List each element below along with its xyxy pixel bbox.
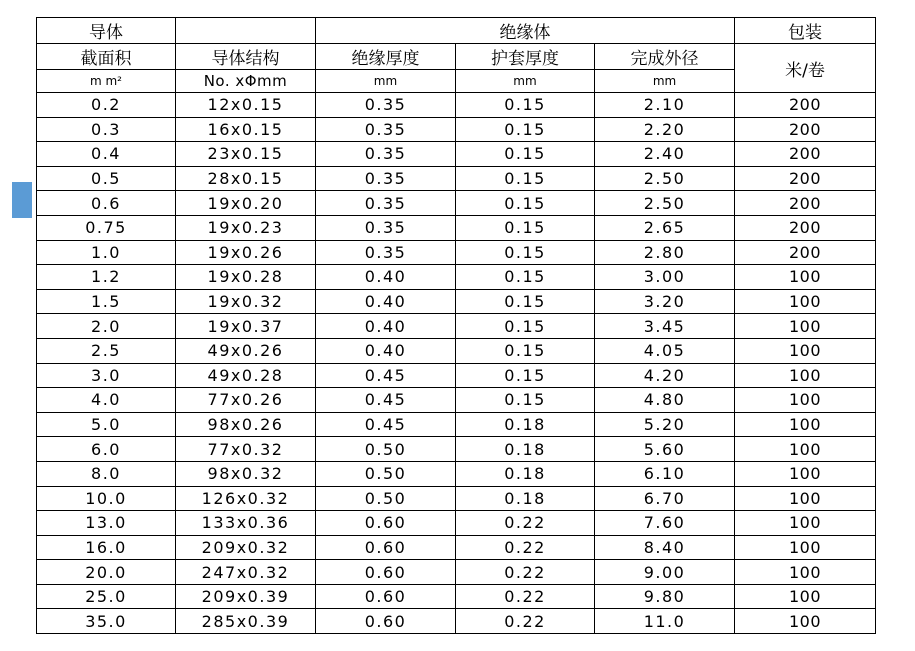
cell-insul-thickness: 0.35 [316,166,456,191]
header-empty [176,18,316,44]
cell-area: 25.0 [37,584,176,609]
header-sheath-thickness: 护套厚度 [456,44,595,70]
cell-structure: 209x0.39 [176,584,316,609]
cell-structure: 77x0.32 [176,437,316,462]
header-package: 包装 [735,18,876,44]
cell-insul-thickness: 0.45 [316,388,456,413]
cell-insul-thickness: 0.40 [316,314,456,339]
cell-area: 1.2 [37,265,176,290]
cell-sheath-thickness: 0.22 [456,560,595,585]
unit-area: m m² [37,70,176,93]
cell-sheath-thickness: 0.15 [456,142,595,167]
cell-sheath-thickness: 0.22 [456,584,595,609]
cell-structure: 133x0.36 [176,511,316,536]
cell-area: 0.75 [37,215,176,240]
header-pack-unit: 米/卷 [735,44,876,93]
cell-package: 100 [735,560,876,585]
cell-structure: 12x0.15 [176,93,316,118]
cell-area: 0.3 [37,117,176,142]
cell-area: 5.0 [37,412,176,437]
cell-package: 100 [735,609,876,634]
cell-outer-diameter: 3.45 [595,314,735,339]
cell-outer-diameter: 4.05 [595,338,735,363]
cell-outer-diameter: 8.40 [595,535,735,560]
cell-package: 100 [735,338,876,363]
cell-structure: 209x0.32 [176,535,316,560]
cell-area: 1.5 [37,289,176,314]
cell-structure: 19x0.20 [176,191,316,216]
cell-sheath-thickness: 0.15 [456,363,595,388]
table-row [37,240,876,265]
header-structure: 导体结构 [176,44,316,70]
table-row [37,93,876,118]
unit-structure: No. xΦmm [176,70,316,93]
cell-package: 200 [735,191,876,216]
cell-outer-diameter: 5.20 [595,412,735,437]
cell-outer-diameter: 6.10 [595,461,735,486]
cell-structure: 23x0.15 [176,142,316,167]
cell-outer-diameter: 7.60 [595,511,735,536]
table-row [37,338,876,363]
cell-package: 100 [735,535,876,560]
table-row [37,461,876,486]
cell-insul-thickness: 0.35 [316,117,456,142]
unit-insul: mm [316,70,456,93]
cell-structure: 49x0.26 [176,338,316,363]
cell-insul-thickness: 0.60 [316,584,456,609]
cell-structure: 77x0.26 [176,388,316,413]
cell-sheath-thickness: 0.15 [456,314,595,339]
cell-sheath-thickness: 0.15 [456,388,595,413]
cell-package: 200 [735,117,876,142]
cell-outer-diameter: 9.80 [595,584,735,609]
table-row [37,191,876,216]
table-row [37,560,876,585]
cell-sheath-thickness: 0.18 [456,486,595,511]
cell-area: 10.0 [37,486,176,511]
cell-package: 100 [735,584,876,609]
table-row [37,314,876,339]
cell-insul-thickness: 0.35 [316,191,456,216]
side-marker [12,182,32,218]
table-row [37,388,876,413]
cell-sheath-thickness: 0.18 [456,437,595,462]
cell-insul-thickness: 0.40 [316,289,456,314]
cell-area: 0.6 [37,191,176,216]
table-row [37,265,876,290]
table-body [37,93,876,634]
cell-structure: 19x0.32 [176,289,316,314]
cell-sheath-thickness: 0.15 [456,215,595,240]
cell-outer-diameter: 2.20 [595,117,735,142]
cell-outer-diameter: 2.10 [595,93,735,118]
cell-area: 16.0 [37,535,176,560]
cell-outer-diameter: 11.0 [595,609,735,634]
cell-outer-diameter: 4.20 [595,363,735,388]
cell-insul-thickness: 0.45 [316,363,456,388]
cell-sheath-thickness: 0.15 [456,338,595,363]
cell-package: 200 [735,240,876,265]
header-insulation: 绝缘体 [316,18,735,44]
header-insul-thickness: 绝缘厚度 [316,44,456,70]
cell-package: 100 [735,314,876,339]
cell-structure: 247x0.32 [176,560,316,585]
cell-insul-thickness: 0.35 [316,215,456,240]
cell-area: 13.0 [37,511,176,536]
cell-area: 35.0 [37,609,176,634]
cell-sheath-thickness: 0.15 [456,265,595,290]
cell-sheath-thickness: 0.18 [456,461,595,486]
unit-od: mm [595,70,735,93]
cell-package: 100 [735,363,876,388]
cell-structure: 19x0.28 [176,265,316,290]
cell-insul-thickness: 0.60 [316,511,456,536]
header-row-top [37,18,876,44]
cell-area: 0.2 [37,93,176,118]
header-row-mid [37,44,876,70]
table-row [37,535,876,560]
cell-outer-diameter: 4.80 [595,388,735,413]
cell-structure: 285x0.39 [176,609,316,634]
unit-sheath: mm [456,70,595,93]
cell-package: 200 [735,93,876,118]
cell-insul-thickness: 0.60 [316,609,456,634]
cell-package: 100 [735,437,876,462]
cell-area: 8.0 [37,461,176,486]
cell-insul-thickness: 0.40 [316,265,456,290]
cell-insul-thickness: 0.40 [316,338,456,363]
cell-area: 6.0 [37,437,176,462]
cell-outer-diameter: 2.80 [595,240,735,265]
cell-structure: 49x0.28 [176,363,316,388]
table-row [37,142,876,167]
cell-outer-diameter: 5.60 [595,437,735,462]
table-row [37,486,876,511]
table-row [37,609,876,634]
cell-package: 200 [735,166,876,191]
cell-area: 3.0 [37,363,176,388]
table-row [37,363,876,388]
cell-sheath-thickness: 0.15 [456,191,595,216]
cell-area: 0.4 [37,142,176,167]
cell-insul-thickness: 0.35 [316,240,456,265]
cell-package: 100 [735,265,876,290]
cell-area: 2.5 [37,338,176,363]
cell-outer-diameter: 2.50 [595,166,735,191]
cell-area: 0.5 [37,166,176,191]
cell-sheath-thickness: 0.22 [456,609,595,634]
cell-sheath-thickness: 0.15 [456,289,595,314]
cell-outer-diameter: 3.00 [595,265,735,290]
cell-package: 200 [735,142,876,167]
cell-sheath-thickness: 0.18 [456,412,595,437]
cell-structure: 98x0.26 [176,412,316,437]
cell-insul-thickness: 0.50 [316,486,456,511]
cell-sheath-thickness: 0.22 [456,535,595,560]
cell-sheath-thickness: 0.15 [456,166,595,191]
table-row [37,511,876,536]
cell-sheath-thickness: 0.15 [456,93,595,118]
cell-insul-thickness: 0.50 [316,461,456,486]
table-row [37,437,876,462]
cell-outer-diameter: 6.70 [595,486,735,511]
cell-structure: 16x0.15 [176,117,316,142]
header-conductor: 导体 [37,18,176,44]
cell-package: 200 [735,215,876,240]
cell-area: 20.0 [37,560,176,585]
header-cross-section: 截面积 [37,44,176,70]
cell-package: 100 [735,412,876,437]
table-row [37,117,876,142]
cell-insul-thickness: 0.35 [316,93,456,118]
cell-area: 2.0 [37,314,176,339]
table-row [37,289,876,314]
cell-insul-thickness: 0.60 [316,560,456,585]
cell-package: 100 [735,461,876,486]
cell-outer-diameter: 3.20 [595,289,735,314]
cell-area: 4.0 [37,388,176,413]
header-outer-diameter: 完成外径 [595,44,735,70]
cell-structure: 28x0.15 [176,166,316,191]
spec-table [36,17,876,634]
cell-insul-thickness: 0.45 [316,412,456,437]
cell-sheath-thickness: 0.22 [456,511,595,536]
cell-sheath-thickness: 0.15 [456,240,595,265]
cell-package: 100 [735,289,876,314]
cell-structure: 126x0.32 [176,486,316,511]
cell-structure: 19x0.23 [176,215,316,240]
cell-sheath-thickness: 0.15 [456,117,595,142]
cell-structure: 98x0.32 [176,461,316,486]
cell-package: 100 [735,388,876,413]
cell-insul-thickness: 0.50 [316,437,456,462]
table-row [37,412,876,437]
cell-package: 100 [735,511,876,536]
cell-outer-diameter: 2.65 [595,215,735,240]
cell-outer-diameter: 2.50 [595,191,735,216]
cell-structure: 19x0.37 [176,314,316,339]
cell-area: 1.0 [37,240,176,265]
cell-outer-diameter: 9.00 [595,560,735,585]
cell-outer-diameter: 2.40 [595,142,735,167]
table-row [37,166,876,191]
cell-package: 100 [735,486,876,511]
cell-insul-thickness: 0.60 [316,535,456,560]
table-row [37,584,876,609]
table-row [37,215,876,240]
cell-structure: 19x0.26 [176,240,316,265]
cell-insul-thickness: 0.35 [316,142,456,167]
